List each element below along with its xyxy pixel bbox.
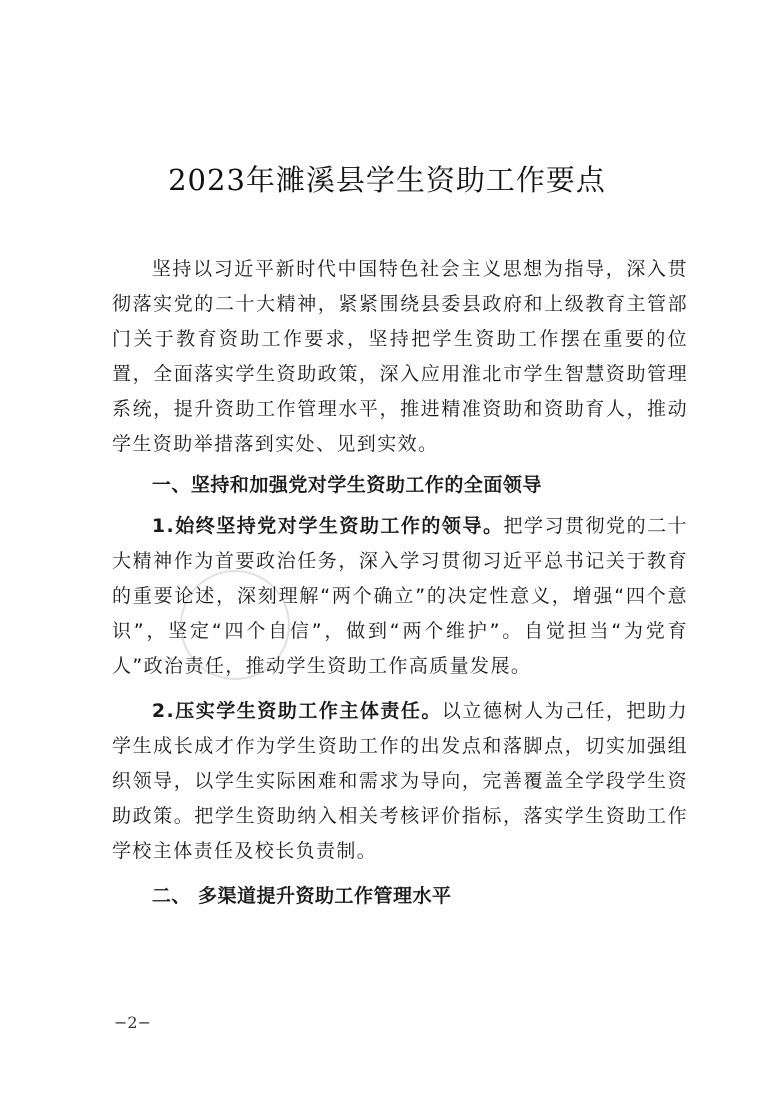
section-1-item-2: [112, 694, 688, 869]
intro-paragraph: 坚持以习近平新时代中国特色社会主义思想为指导，深入贯彻落实党的二十大精神，紧紧围绕县委县政府和上级教育主管部门关于教育资助工作要求，坚持把学生资助工作摆在重要的位置，全面落实学生资助政策，深入应用淮北市学生智慧资助管理系统，提升资助工作管理水平，推进精准资助和资助育人，推动学生资助举措落到实处、见到实效。: [112, 258, 688, 455]
item-1-text: 把学习贯彻党的二十大精神作为首要政治任务，深入学习贯彻习近平总书记关于教育的重要论述，深刻理解“两个确立”的决定性意义，增强“四个意识”，坚定“四个自信”，做到“两个维护”。自觉担当“为党育人”政治责任，推动学生资助工作高质量发展。: [112, 515, 689, 677]
item-2-lead: 2.压实学生资助工作主体责任。: [151, 700, 442, 722]
item-1-lead: 1.始终坚持党对学生资助工作的领导。: [151, 515, 504, 537]
section-2-heading: 二、 多渠道提升资助工作管理水平: [151, 885, 452, 907]
section-1-heading: 一、坚持和加强党对学生资助工作的全面领导: [151, 474, 542, 496]
document-body: [112, 252, 688, 914]
section-1-item-1: [112, 509, 688, 684]
page-number: −2−: [114, 1013, 151, 1032]
item-2-text: 以立德树人为己任，把助力学生成长成才作为学生资助工作的出发点和落脚点，切实加强组织领导，以学生实际困难和需求为导向，完善覆盖全学段学生资助政策。把学生资助纳入相关考核评价指标，落实学生资助工作学校主体责任及校长负责制。: [112, 700, 688, 862]
document-title: 2023年濉溪县学生资助工作要点: [168, 163, 606, 197]
